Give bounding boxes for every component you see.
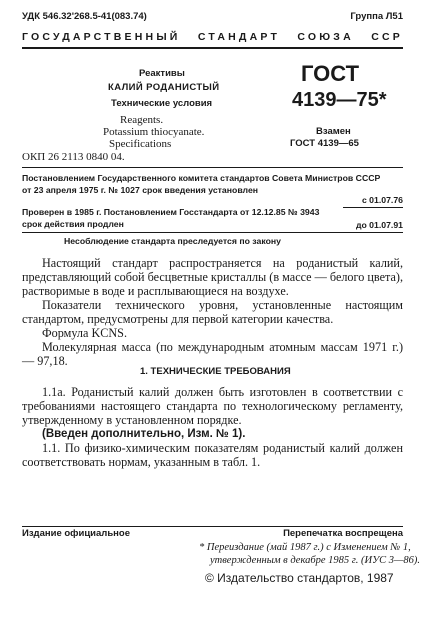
effective-date-rule [343, 207, 403, 208]
validity-date: до 01.07.91 [355, 220, 403, 230]
amendment-note: (Введен дополнительно, Изм. № 1). [42, 428, 246, 440]
footer-rule [22, 526, 403, 527]
check-line-1: Проверен в 1985 г. Постановлением Госстандарта от 12.12.85 № 3943 [22, 207, 320, 217]
validity-date-rule [22, 232, 403, 233]
english-category: Reagents. [120, 114, 164, 126]
banner-word: СОЮЗА [297, 31, 354, 43]
group-code: Группа Л51 [350, 11, 403, 22]
reprint-prohibited: Перепечатка воспрещена [283, 528, 403, 539]
banner-word: СТАНДАРТ [197, 31, 281, 43]
product-subtitle: Технические условия [111, 98, 213, 109]
decree-line-1: Постановлением Государственного комитета стандартов Совета Министров СССР [22, 173, 381, 183]
intro-paragraph-formula: Формула KCNS. [42, 326, 127, 340]
check-line-2: срок действия продлен [22, 219, 124, 229]
gost-label: ГОСТ [301, 61, 360, 86]
banner-word: ССР [371, 31, 403, 43]
intro-paragraph-quality: Показатели технического уровня, установленные настоящим стандартом, предусмотрены для первой категории качества. [22, 298, 403, 326]
intro-paragraph-scope: Настоящий стандарт распространяется на роданистый калий, представляющий собой бесцветные кристаллы (в массе — белого цвета), растворимые в воде и расплывающиеся на воздухе. [22, 256, 403, 298]
decree-line-2: от 23 апреля 1975 г. № 1027 срок введения установлен [22, 185, 259, 195]
section-text [22, 385, 403, 469]
reagents-label: Реактивы [139, 68, 185, 79]
english-name: Potassium thiocyanate. [103, 126, 205, 138]
product-name: КАЛИЙ РОДАНИСТЫЙ [108, 82, 220, 93]
english-subtitle: Specifications [109, 138, 172, 150]
reissue-note-1: * Переиздание (май 1987 г.) с Изменением № 1, [199, 542, 411, 553]
clause-1-1: 1.1. По физико-химическим показателям роданистый калий должен соответствовать нормам, указанным в табл. 1. [22, 441, 403, 469]
okp-code: ОКП 26 2113 0840 04. [22, 151, 125, 163]
title-rule [22, 167, 403, 168]
banner-word: ГОСУДАРСТВЕННЫЙ [22, 31, 181, 43]
section-heading: 1. ТЕХНИЧЕСКИЕ ТРЕБОВАНИЯ [140, 366, 291, 377]
official-edition: Издание официальное [22, 528, 130, 539]
gost-number: 4139—75* [292, 89, 387, 111]
reissue-note-2: утвержденным в декабре 1985 г. (ИУС 3—86). [210, 555, 420, 566]
state-standard-banner [22, 31, 403, 43]
intro-text [22, 256, 403, 368]
effective-date: с 01.07.76 [361, 195, 403, 205]
clause-1-1a: 1.1а. Роданистый калий должен быть изготовлен в соответствии с требованиями настоящего стандарта по технологическому регламенту, утвержденному в установленном порядке. [22, 385, 403, 427]
legal-warning: Несоблюдение стандарта преследуется по закону [64, 236, 281, 246]
replaces-standard: ГОСТ 4139—65 [290, 138, 359, 149]
replaces-label: Взамен [316, 126, 351, 137]
intro-paragraph-molar-mass: Молекулярная масса (по международным атомным массам 1971 г.) — 97,18. [22, 340, 403, 368]
copyright: © Издательство стандартов, 1987 [205, 571, 394, 585]
header-rule [22, 47, 403, 49]
udk-code: УДК 546.32'268.5-41(083.74) [22, 11, 147, 22]
